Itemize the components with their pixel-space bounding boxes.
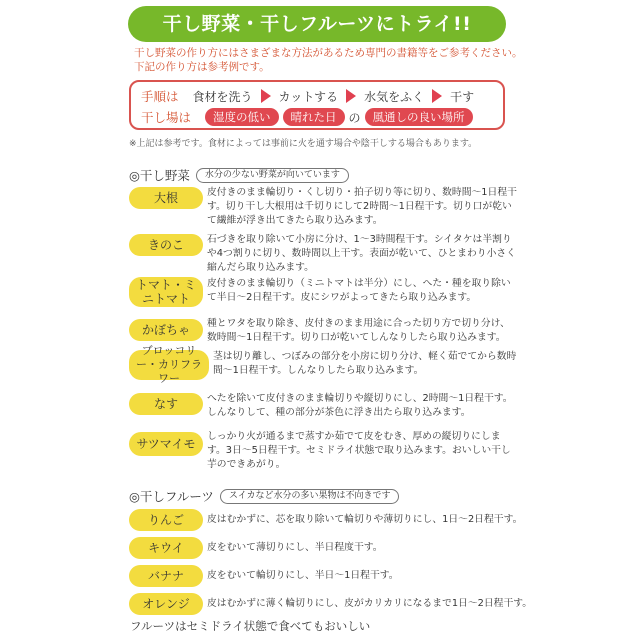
place-tag-sunny-day: 晴れた日: [283, 108, 345, 126]
item-name-pill: りんご: [129, 509, 203, 531]
page-title: 干し野菜・干しフルーツにトライ!!: [128, 6, 506, 42]
reference-note: ※上記は参考です。食材によっては事前に火を通す場合や陰干しする場合もあります。: [129, 139, 478, 149]
item-description: 石づきを取り除いて小房に分け、1～3時間程干す。シイタケは半割りや4つ割りに切り、数時間以上干す。表面が乾いて、ひとまわり小さく縮んだら取り込みます。: [207, 234, 516, 273]
item-description: 皮付きのまま輪切り・くし切り・拍子切り等に切り、数時間～1日程干す。切り干し大根用は千切りにして2時間～1日程干す。切り口が乾いて繊維が浮き出てきたら取り込みます。: [207, 187, 517, 226]
item-description: 皮をむいて薄切りにし、半日程度干す。: [207, 542, 383, 553]
item-name-pill: かぼちゃ: [129, 319, 203, 341]
vegetables-subtitle: 水分の少ない野菜が向いています: [196, 168, 349, 183]
item-description: 皮はむかずに薄く輪切りにし、皮がカリカリになるまで1日～2日程干す。: [207, 598, 533, 609]
arrow-right-icon: [346, 89, 356, 103]
step-hang: 干す: [450, 89, 475, 104]
item-description: 茎は切り離し、つぼみの部分を小房に切り分け、軽く茹でてから数時間～1日程干す。しんなりしたら取り込みます。: [213, 351, 517, 376]
item-name-pill: ブロッコリー・カリフラワー: [129, 350, 209, 380]
item-name-pill: 大根: [129, 187, 203, 209]
step-dry-off: 水気をふく: [364, 89, 425, 104]
item-description: 皮をむいて輪切りにし、半日～1日程干す。: [207, 570, 399, 581]
item-name-pill: なす: [129, 393, 203, 415]
steps-row: [141, 87, 474, 105]
item-name-pill: きのこ: [129, 234, 203, 256]
item-name-pill: トマト・ミニトマト: [129, 277, 203, 307]
steps-label: 手順は: [141, 89, 179, 104]
place-row: [141, 108, 477, 126]
vegetables-header: [129, 166, 349, 184]
item-name-pill: オレンジ: [129, 593, 203, 615]
place-tag-low-humidity: 湿度の低い: [205, 108, 279, 126]
fruits-header: [129, 487, 399, 505]
fruits-title: ◎干しフルーツ: [129, 489, 214, 504]
item-name-pill: サツマイモ: [129, 432, 203, 456]
item-description: しっかり火が通るまで蒸すか茹でて皮をむき、厚めの縦切りにします。3日～5日程干す。セミドライ状態で取り込みます。おいしい干し芋のできあがり。: [207, 431, 511, 470]
item-description: 皮はむかずに、芯を取り除いて輪切りや薄切りにし、1日～2日程干す。: [207, 514, 523, 525]
place-tag-ventilated: 風通しの良い場所: [365, 108, 473, 126]
procedure-box: [129, 80, 505, 130]
item-description: 皮付きのまま輪切り（ミニトマトは半分）にし、へた・種を取り除いて半日～2日程干す。皮にシワがよってきたら取り込みます。: [207, 278, 511, 303]
fruits-subtitle: スイカなど水分の多い果物は不向きです: [220, 489, 400, 504]
intro-text: 干し野菜の作り方にはさまざまな方法があるため専門の書籍等をご参考ください。下記の作り方は参考例です。: [134, 47, 523, 73]
step-wash: 食材を洗う: [192, 89, 253, 104]
item-name-pill: キウイ: [129, 537, 203, 559]
footer-note: フルーツはセミドライ状態で食べてもおいしい: [130, 619, 371, 633]
item-description: へたを除いて皮付きのまま輪切りや縦切りにし、2時間～1日程干す。しんなりして、種の部分が茶色に浮き出たら取り込みます。: [207, 393, 513, 418]
vegetables-title: ◎干し野菜: [129, 168, 190, 183]
arrow-right-icon: [261, 89, 271, 103]
place-label: 干し場は: [141, 110, 192, 125]
item-description: 種とワタを取り除き、皮付きのまま用途に合った切り方で切り分け、数時間～1日程干す。切り口が乾いてしんなりしたら取り込みます。: [207, 318, 510, 343]
item-name-pill: バナナ: [129, 565, 203, 587]
place-connector: の: [348, 110, 361, 125]
step-cut: カットする: [278, 89, 339, 104]
arrow-right-icon: [432, 89, 442, 103]
